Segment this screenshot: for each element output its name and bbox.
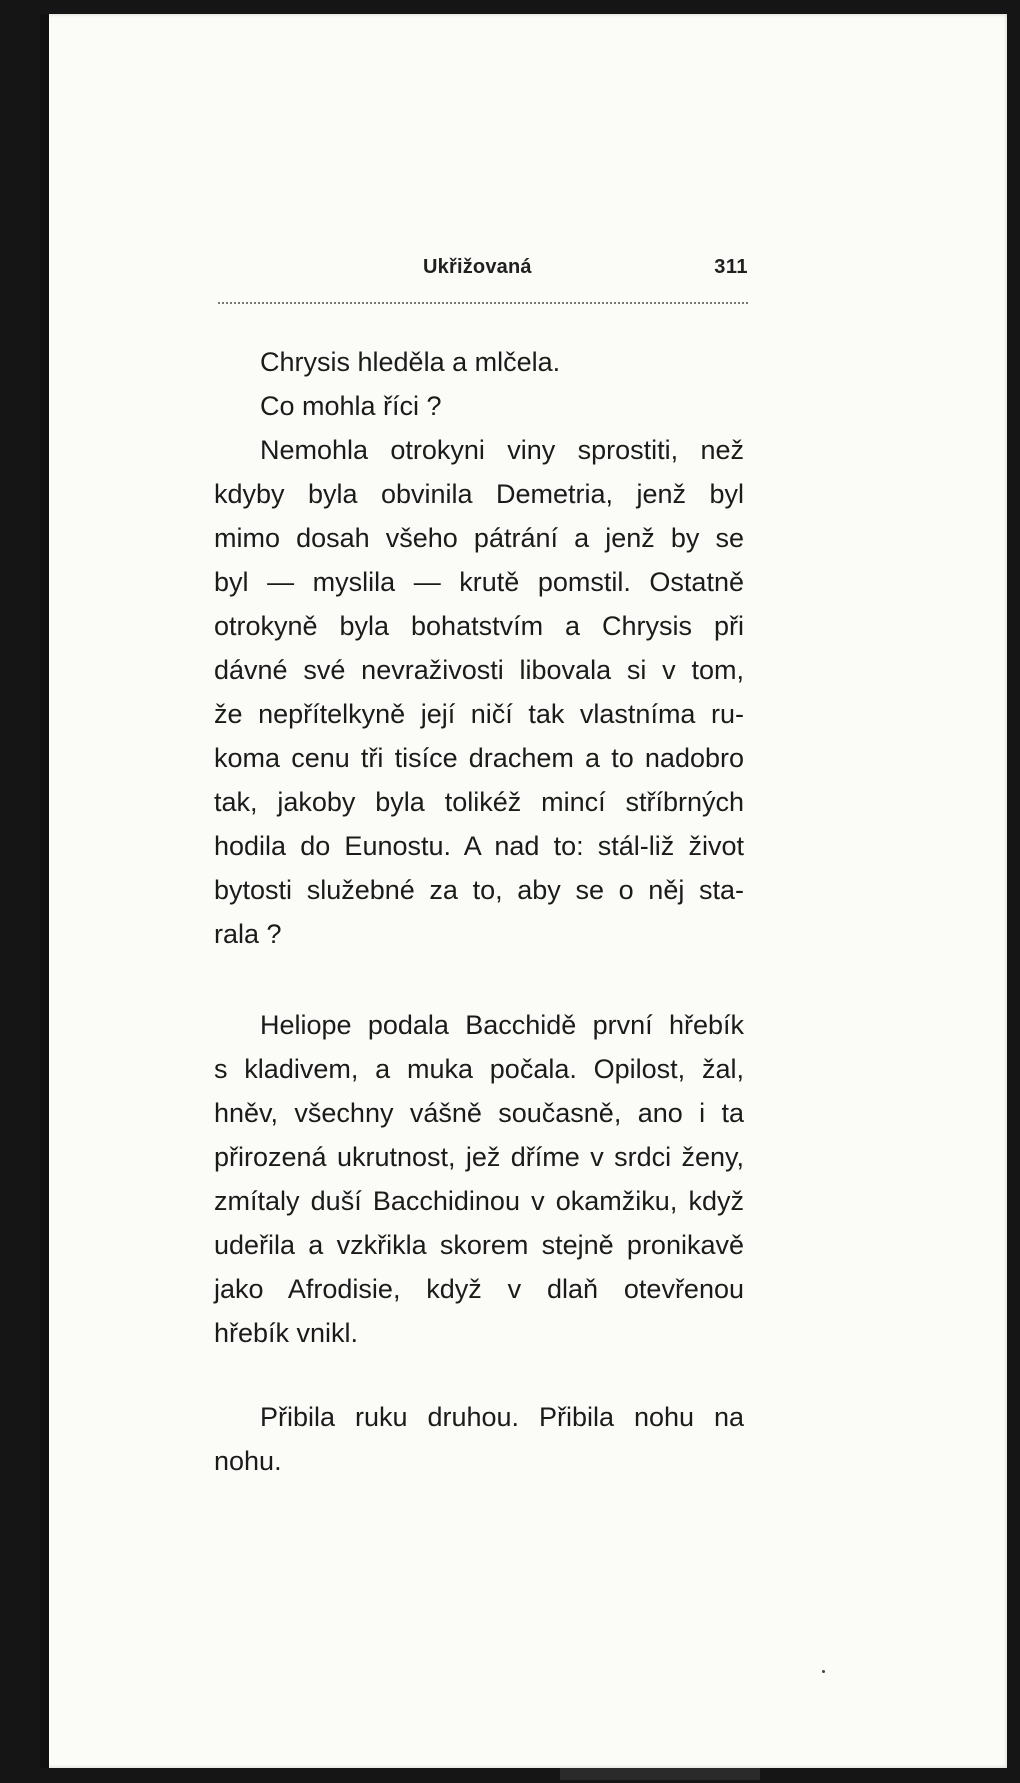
paragraph-line: udeřila a vzkřikla skorem stejně pronikavě — [214, 1230, 744, 1260]
scan-speck — [822, 1670, 825, 1673]
paragraph-line: že nepřítelkyně její ničí tak vlastníma ru- — [214, 699, 744, 729]
paragraph-line: hněv, všechny vášně současně, ano i ta — [214, 1098, 744, 1128]
left-page-edge — [40, 14, 49, 1768]
bottom-scan-shadow — [560, 1768, 760, 1780]
paragraph-5 — [214, 1395, 744, 1483]
paragraph-line: koma cenu tři tisíce drachem a to nadobro — [214, 743, 744, 773]
paragraph-line: Nemohla otrokyni viny sprostiti, než — [260, 435, 744, 465]
paragraph-line: byl — myslila — krutě pomstil. Ostatně — [214, 567, 744, 597]
paragraph-1 — [214, 340, 744, 384]
running-title: Ukřižovaná — [423, 256, 532, 278]
paragraph-2 — [214, 384, 744, 428]
paragraph-line: zmítaly duší Bacchidinou v okamžiku, když — [214, 1186, 744, 1216]
paragraph-line: přirozená ukrutnost, jež dříme v srdci ženy, — [214, 1142, 744, 1172]
paragraph-line: otrokyně byla bohatstvím a Chrysis při — [214, 611, 744, 641]
paragraph-line: Chrysis hleděla a mlčela. — [260, 347, 561, 377]
paragraph-line: dávné své nevraživosti libovala si v tom, — [214, 655, 744, 685]
paragraph-3 — [214, 428, 744, 956]
paragraph-line: tak, jakoby byla tolikéž mincí stříbrných — [214, 787, 744, 817]
page-header — [218, 256, 748, 290]
paragraph-line: Co mohla říci ? — [260, 391, 442, 421]
paragraph-line: jako Afrodisie, když v dlaň otevřenou — [214, 1274, 744, 1304]
paragraph-line: Přibila ruku druhou. Přibila nohu na — [260, 1402, 744, 1432]
paragraph-line: s kladivem, a muka počala. Opilost, žal, — [214, 1054, 744, 1084]
paragraph-line: Heliope podala Bacchidě první hřebík — [260, 1010, 744, 1040]
paragraph-line: kdyby byla obvinila Demetria, jenž byl — [214, 479, 744, 509]
paragraph-line: nohu. — [214, 1446, 282, 1476]
paragraph-4 — [214, 1003, 744, 1355]
paragraph-line: bytosti služebné za to, aby se o něj sta- — [214, 875, 744, 905]
header-divider — [218, 302, 748, 304]
page-number: 311 — [714, 256, 748, 278]
paragraph-line: hřebík vnikl. — [214, 1318, 359, 1348]
paragraph-line: rala ? — [214, 919, 282, 949]
paragraph-line: hodila do Eunostu. A nad to: stál-liž život — [214, 831, 744, 861]
paragraph-line: mimo dosah všeho pátrání a jenž by se — [214, 523, 744, 553]
